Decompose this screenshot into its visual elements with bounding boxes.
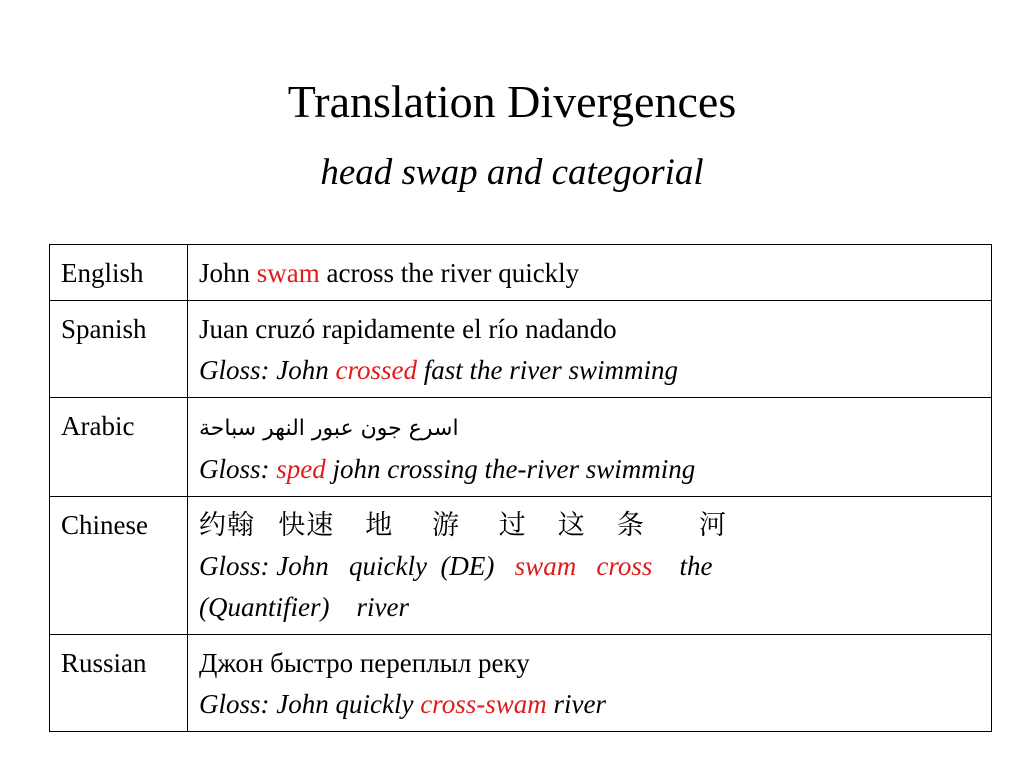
text-segment: John [199, 258, 257, 288]
language-cell: Russian [50, 635, 188, 732]
table-row [50, 245, 992, 301]
text-segment: john crossing the-river swimming [325, 454, 696, 484]
language-cell: Arabic [50, 398, 188, 497]
sentence-line [199, 406, 981, 449]
divergence-table [49, 244, 992, 732]
gloss-line [199, 546, 981, 587]
text-segment: 约翰 快速 地 游 过 这 条 河 [199, 510, 727, 540]
text-segment: اسرع جون عبور النهر سباحة [199, 416, 459, 441]
text-segment: river [546, 689, 606, 719]
translation-cell [188, 398, 992, 497]
gloss-line [199, 350, 981, 391]
text-segment: fast the river swimming [417, 355, 678, 385]
highlighted-word: swam [256, 258, 320, 288]
highlighted-word: swam cross [514, 551, 653, 581]
sentence-line [199, 253, 981, 294]
translation-cell [188, 497, 992, 635]
language-cell: English [50, 245, 188, 301]
text-segment: Gloss: John quickly [199, 689, 421, 719]
gloss-line [199, 587, 981, 628]
table-row [50, 497, 992, 635]
table-row [50, 301, 992, 398]
table-row [50, 635, 992, 732]
text-segment: Juan cruzó rapidamente el río nadando [199, 314, 617, 344]
gloss-line [199, 684, 981, 725]
text-segment: Gloss: [199, 454, 277, 484]
translation-cell [188, 635, 992, 732]
translation-cell [188, 245, 992, 301]
divergence-table-body [50, 245, 992, 732]
text-segment: Gloss: John quickly (DE) [199, 551, 515, 581]
text-segment: Джон быстро переплыл реку [199, 648, 530, 678]
slide-title: Translation Divergences [287, 76, 737, 127]
highlighted-word: cross-swam [420, 689, 547, 719]
highlighted-word: sped [276, 454, 326, 484]
sentence-line [199, 309, 981, 350]
gloss-line [199, 449, 981, 490]
language-cell: Chinese [50, 497, 188, 635]
slide-subtitle: head swap and categorial [320, 152, 704, 193]
text-segment: across the river quickly [319, 258, 580, 288]
sentence-line [199, 643, 981, 684]
highlighted-word: crossed [335, 355, 417, 385]
table-row [50, 398, 992, 497]
language-cell: Spanish [50, 301, 188, 398]
text-segment: Gloss: John [199, 355, 336, 385]
translation-cell [188, 301, 992, 398]
sentence-line [199, 505, 981, 546]
text-segment: (Quantifier) river [199, 592, 409, 622]
text-segment: the [652, 551, 713, 581]
